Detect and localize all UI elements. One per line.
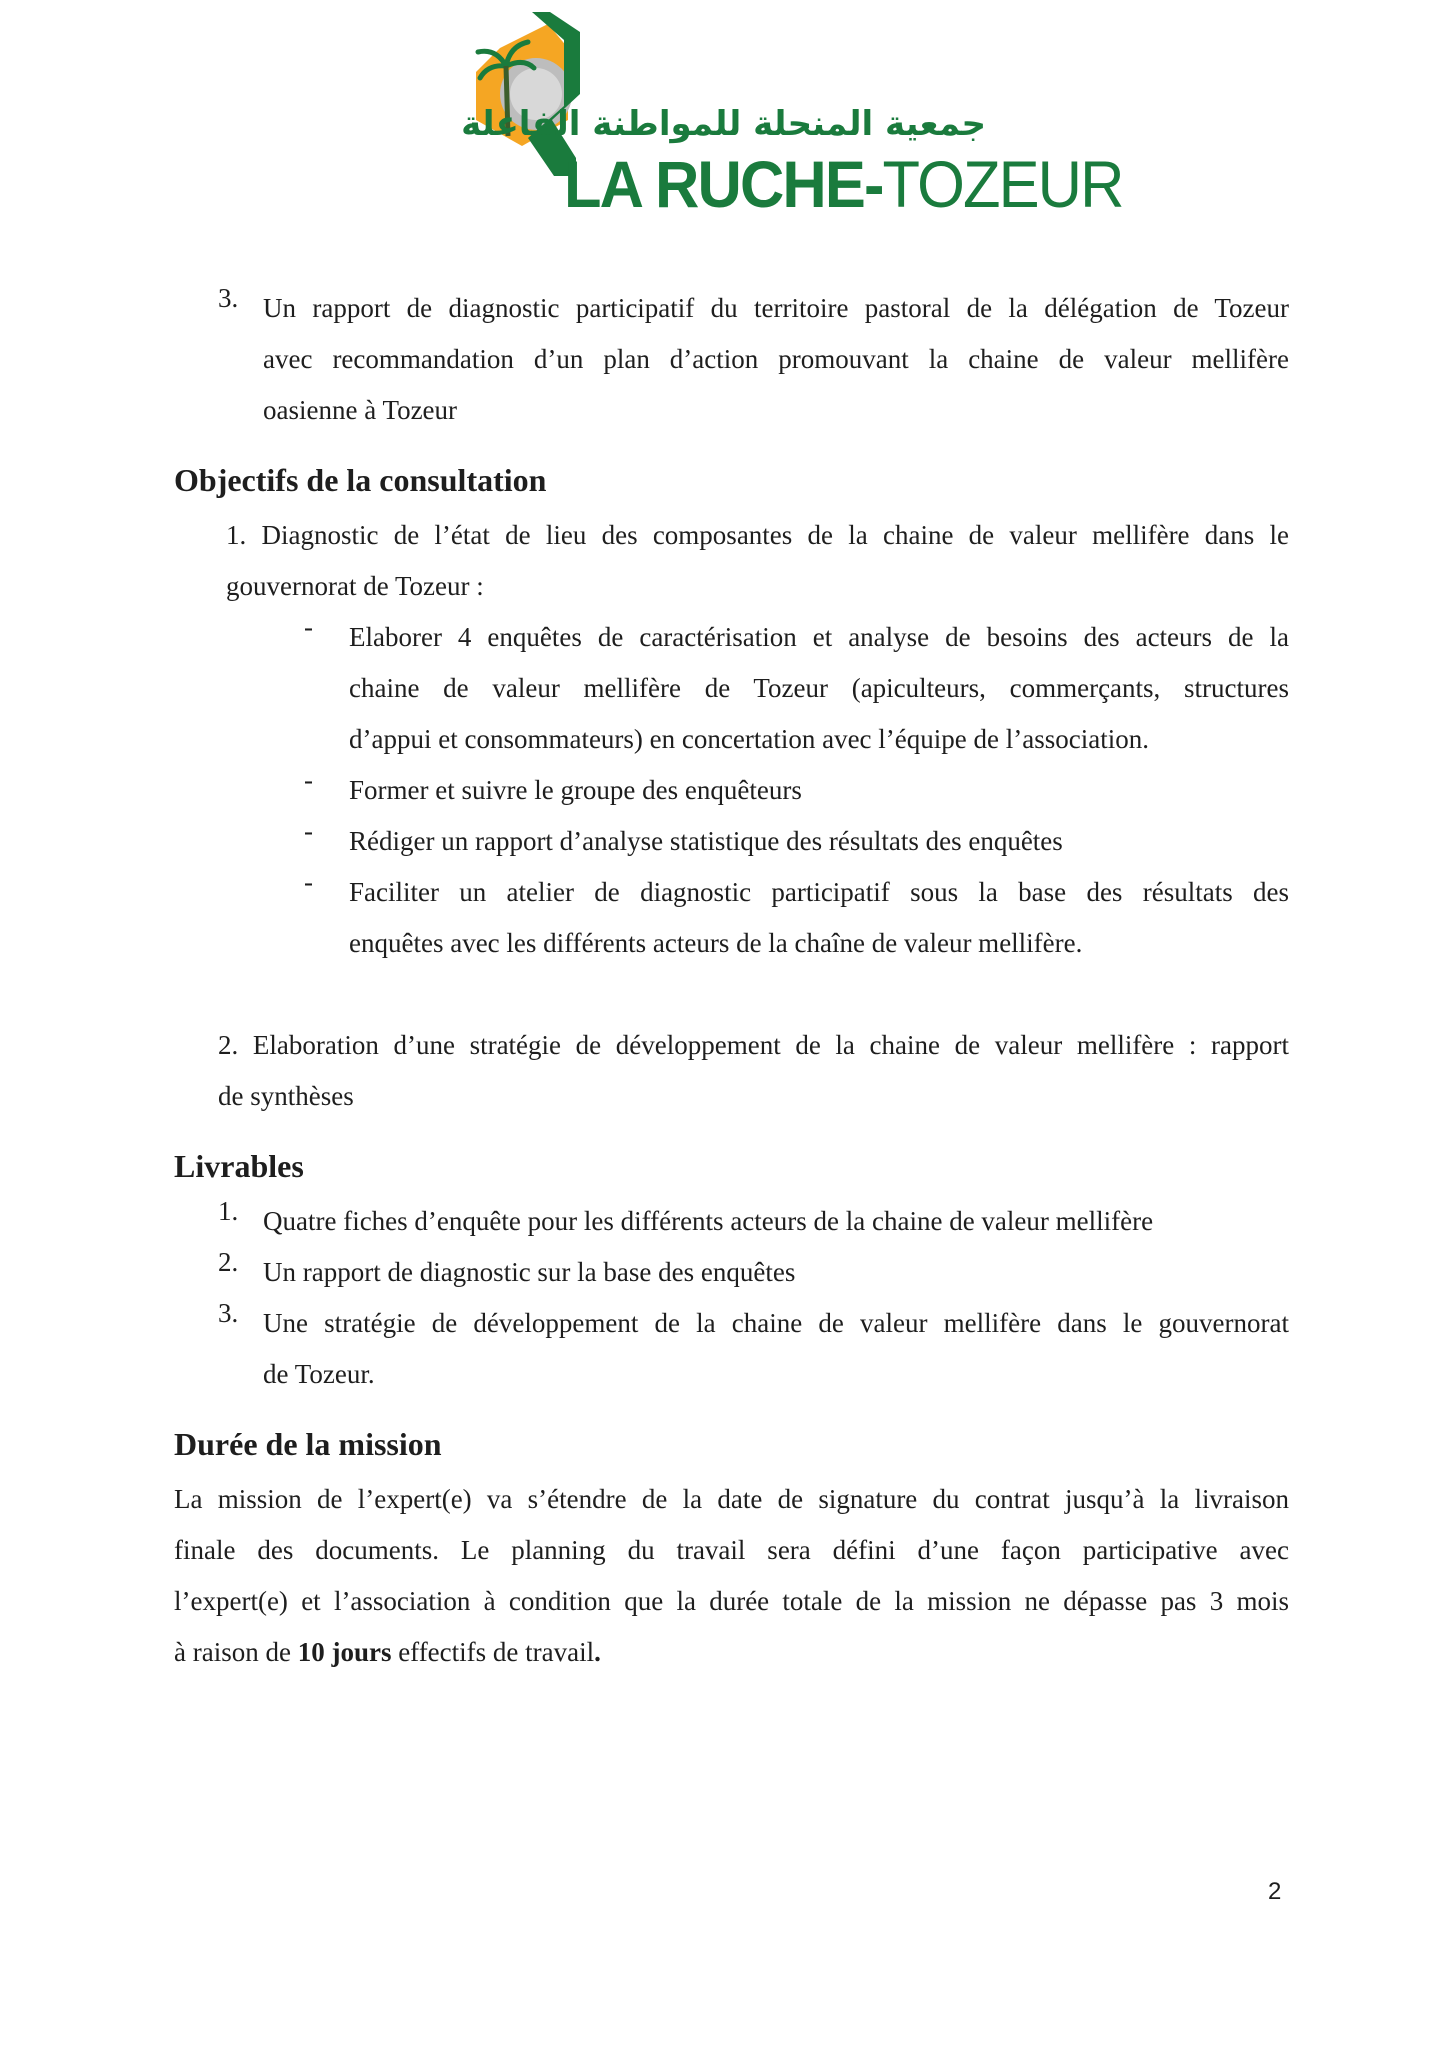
section-heading-livrables: Livrables: [174, 1148, 304, 1184]
livrable-item: [174, 1298, 1289, 1400]
paragraph-line: Former et suivre le groupe des enquêteurs: [349, 775, 802, 805]
bullet-item: [174, 867, 1289, 969]
bullet-dash: -: [304, 867, 313, 897]
livrable-item: [174, 1196, 1289, 1247]
paragraph-line: d’appui et consommateurs) en concertation avec l’équipe de l’association.: [349, 724, 1149, 754]
paragraph-line: Rédiger un rapport d’analyse statistique des résultats des enquêtes: [349, 826, 1063, 856]
paragraph-line: finale des documents. Le planning du travail sera défini d’une façon participative avec: [174, 1535, 1289, 1565]
duree-paragraph: [174, 1474, 1289, 1678]
paragraph-line: Un rapport de diagnostic sur la base des enquêtes: [263, 1257, 796, 1287]
paragraph-line: La mission de l’expert(e) va s’étendre de la date de signature du contrat jusqu’à la livraison: [174, 1484, 1289, 1514]
objectif-item-2: [218, 1020, 1289, 1122]
paragraph-line: Une stratégie de développement de la chaine de valeur mellifère dans le gouvernorat: [263, 1308, 1289, 1338]
bullet-dash: -: [304, 816, 313, 846]
paragraph-line: 1. Diagnostic de l’état de lieu des composantes de la chaine de valeur mellifère dans le: [226, 520, 1289, 550]
paragraph-line: avec recommandation d’un plan d’action promouvant la chaine de valeur mellifère: [263, 344, 1289, 374]
paragraph-line: Un rapport de diagnostic participatif du territoire pastoral de la délégation de Tozeur: [263, 293, 1289, 323]
paragraph-line: gouvernorat de Tozeur :: [226, 571, 484, 601]
paragraph-line: oasienne à Tozeur: [263, 395, 458, 425]
list-number: 3.: [218, 1298, 239, 1328]
livrable-item: [174, 1247, 1289, 1298]
objectif-item-1: [226, 510, 1289, 612]
page-number: 2: [1268, 1878, 1282, 1905]
paragraph-line: chaine de valeur mellifère de Tozeur (apiculteurs, commerçants, structures: [349, 673, 1289, 703]
paragraph-line: enquêtes avec les différents acteurs de la chaîne de valeur mellifère.: [349, 928, 1083, 958]
list-number: 1.: [218, 1196, 239, 1226]
list-number: 3.: [218, 283, 239, 313]
section-heading-duree: Durée de la mission: [174, 1426, 442, 1462]
paragraph-line: de Tozeur.: [263, 1359, 375, 1389]
bold-duration: 10 jours: [297, 1637, 392, 1667]
bullet-dash: -: [304, 612, 313, 642]
intro-list-item: [174, 283, 1289, 436]
bullet-dash: -: [304, 765, 313, 795]
bullet-item: [174, 816, 1289, 867]
logo-arabic-name: جمعية المنحلة للمواطنة الفاعلة: [461, 104, 986, 144]
list-number: 2.: [218, 1247, 239, 1277]
paragraph-line: à raison de 10 jours effectifs de travail.: [174, 1637, 601, 1667]
paragraph-line: Faciliter un atelier de diagnostic participatif sous la base des résultats des: [349, 877, 1289, 907]
paragraph-line: l’expert(e) et l’association à condition que la durée totale de la mission ne dépasse pas 3 mois: [174, 1586, 1289, 1616]
paragraph-line: Quatre fiches d’enquête pour les différents acteurs de la chaine de valeur mellifère: [263, 1206, 1154, 1236]
paragraph-line: de synthèses: [218, 1081, 354, 1111]
document-body: [174, 283, 1289, 1678]
bullet-item: [174, 612, 1289, 765]
paragraph-line: Elaborer 4 enquêtes de caractérisation et analyse de besoins des acteurs de la: [349, 622, 1289, 652]
bullet-item: [174, 765, 1289, 816]
section-heading-objectifs: Objectifs de la consultation: [174, 462, 547, 498]
association-logo: [436, 8, 1123, 221]
logo-latin-name: LA RUCHE-TOZEUR: [564, 147, 1123, 221]
paragraph-line: 2. Elaboration d’une stratégie de développement de la chaine de valeur mellifère : rapport: [218, 1030, 1289, 1060]
